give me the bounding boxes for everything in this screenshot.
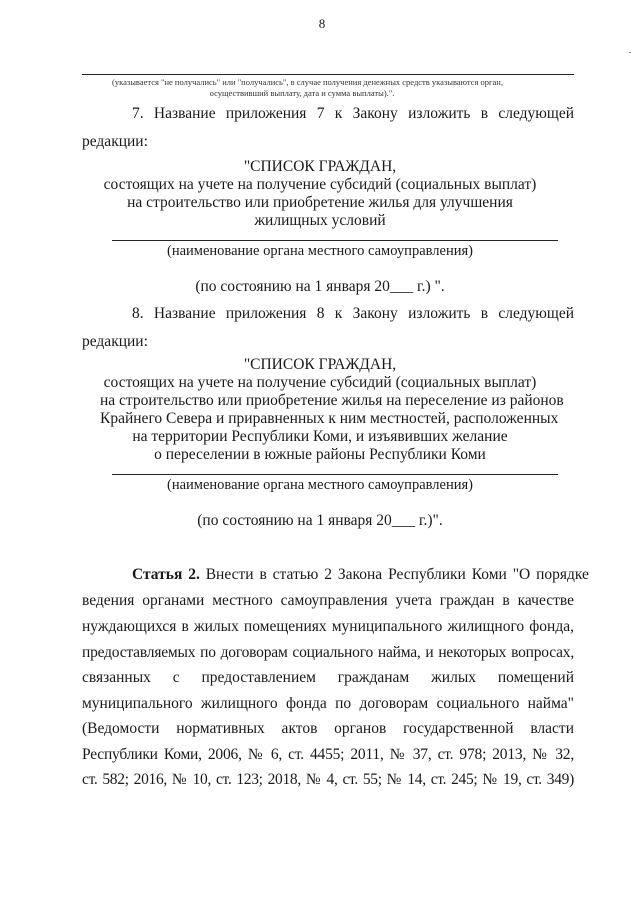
- article2-line-2: ведения органами местного самоуправления учета граждан в качестве: [82, 592, 574, 609]
- item8-subtitle-1: состоящих на учете на получение субсидий (социальных выплат): [103, 374, 537, 391]
- item7-list-title: "СПИСОК ГРАЖДАН,: [243, 158, 397, 175]
- item7-subtitle-3: жилищных условий: [254, 212, 386, 229]
- article2-line1-text: Внести в статью 2 Закона Республики Коми "О порядке: [205, 566, 589, 583]
- item7-intro-line1: 7. Название приложения 7 к Закону изложить в следующей: [132, 105, 574, 122]
- footnote-line-1: (указывается "не получались" или "получались", в случае получения денежных средств указываются орган,: [112, 77, 503, 87]
- footnote-line-2: осуществивший выплату, дата и сумма выплаты).".: [209, 88, 395, 98]
- item7-org-caption: (наименование органа местного самоуправления): [167, 243, 473, 259]
- item8-date-line: (по состоянию на 1 января 20___ г.)".: [197, 512, 443, 529]
- item8-subtitle-5: о переселении в южные районы Республики Коми: [154, 446, 486, 463]
- item8-intro-line1: 8. Название приложения 8 к Закону изложить в следующей: [132, 305, 574, 322]
- item7-date-line: (по состоянию на 1 января 20___ г.) ".: [195, 278, 445, 295]
- article2-line-7: (Ведомости нормативных актов органов государственной власти: [82, 720, 574, 737]
- item8-signature-line: [112, 474, 558, 475]
- item8-list-title: "СПИСОК ГРАЖДАН,: [243, 356, 397, 373]
- article2-label: Статья 2.: [132, 566, 200, 583]
- article2-line-3: нуждающихся в жилых помещениях муниципального жилищного фонда,: [82, 618, 574, 635]
- item8-intro-line2: редакции:: [82, 333, 148, 350]
- page-number: 8: [318, 16, 326, 31]
- item8-subtitle-4: на территории Республики Коми, и изъявивших желание: [132, 428, 508, 445]
- item7-subtitle-1: состоящих на учете на получение субсидий (социальных выплат): [103, 176, 537, 193]
- article2-line-5: связанных с предоставлением гражданам жилых помещений: [82, 669, 574, 686]
- item7-subtitle-2: на строительство или приобретение жилья для улучшения: [127, 194, 513, 211]
- article2-line-9: ст. 582; 2016, № 10, ст. 123; 2018, № 4, ст. 55; № 14, ст. 245; № 19, ст. 349): [82, 771, 574, 788]
- item8-org-caption: (наименование органа местного самоуправления): [167, 477, 473, 493]
- footnote-separator: [82, 74, 574, 75]
- item8-subtitle-2: на строительство или приобретение жилья на переселение из районов: [100, 392, 564, 409]
- article2-line-6: муниципального жилищного фонда по договорам социального найма": [82, 695, 574, 712]
- item7-signature-line: [112, 240, 558, 241]
- article2-line-8: Республики Коми, 2006, № 6, ст. 4455; 2011, № 37, ст. 978; 2013, № 32,: [82, 746, 574, 763]
- article2-line-4: предоставляемых по договорам социального найма, и некоторых вопросах,: [82, 644, 574, 661]
- article2-first-line: [132, 566, 589, 584]
- scan-edge-mark: [629, 52, 631, 53]
- item7-intro-line2: редакции:: [82, 133, 148, 150]
- item8-subtitle-3: Крайнего Севера и приравненных к ним местностей, расположенных: [100, 410, 559, 427]
